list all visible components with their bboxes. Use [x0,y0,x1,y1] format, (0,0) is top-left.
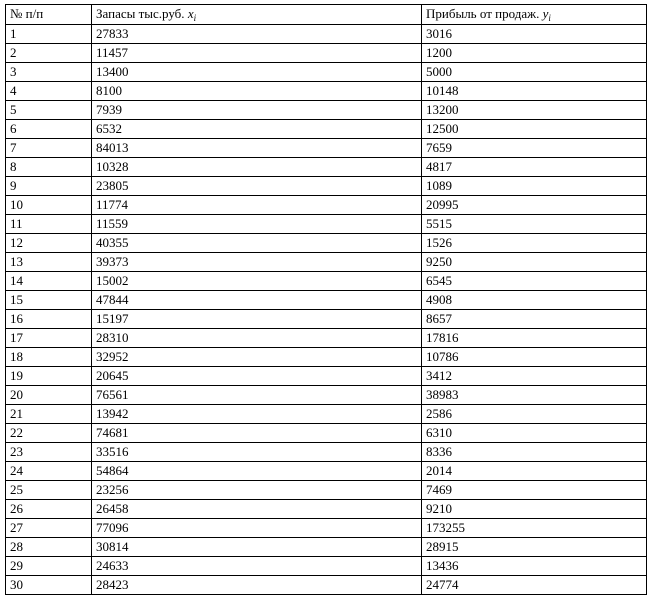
cell-num: 25 [6,481,92,500]
cell-x: 13942 [92,405,422,424]
cell-x: 26458 [92,500,422,519]
cell-y: 24774 [422,576,647,595]
cell-x: 54864 [92,462,422,481]
table-row [6,215,647,234]
cell-num: 21 [6,405,92,424]
cell-x: 23805 [92,177,422,196]
cell-x: 15002 [92,272,422,291]
cell-y: 9210 [422,500,647,519]
table-row [6,158,647,177]
table-row [6,405,647,424]
header-y-label: Прибыль от продаж. [426,6,540,21]
table-row [6,63,647,82]
cell-x: 15197 [92,310,422,329]
table-row [6,234,647,253]
cell-x: 8100 [92,82,422,101]
cell-y: 6545 [422,272,647,291]
table-row [6,424,647,443]
header-num [6,5,92,25]
cell-y: 5000 [422,63,647,82]
cell-y: 3016 [422,25,647,44]
cell-y: 6310 [422,424,647,443]
table-row [6,82,647,101]
cell-num: 27 [6,519,92,538]
cell-x: 47844 [92,291,422,310]
cell-num: 28 [6,538,92,557]
table-row [6,196,647,215]
cell-num: 14 [6,272,92,291]
cell-y: 10148 [422,82,647,101]
table-row [6,367,647,386]
cell-x: 23256 [92,481,422,500]
cell-x: 27833 [92,25,422,44]
cell-y: 3412 [422,367,647,386]
cell-y: 173255 [422,519,647,538]
table-row [6,44,647,63]
table-row [6,310,647,329]
table-row [6,519,647,538]
table-row [6,25,647,44]
cell-num: 24 [6,462,92,481]
cell-x: 10328 [92,158,422,177]
cell-num: 18 [6,348,92,367]
cell-y: 1200 [422,44,647,63]
cell-num: 11 [6,215,92,234]
cell-num: 5 [6,101,92,120]
cell-x: 11559 [92,215,422,234]
header-x-sub: i [193,13,197,23]
table-row [6,386,647,405]
cell-x: 74681 [92,424,422,443]
header-num-label: № п/п [10,6,44,21]
data-table [5,4,647,595]
cell-y: 4908 [422,291,647,310]
cell-num: 30 [6,576,92,595]
table-row [6,557,647,576]
header-y-var: y [542,6,549,21]
cell-num: 19 [6,367,92,386]
cell-y: 4817 [422,158,647,177]
cell-y: 10786 [422,348,647,367]
cell-num: 10 [6,196,92,215]
cell-y: 2014 [422,462,647,481]
cell-y: 7659 [422,139,647,158]
cell-y: 28915 [422,538,647,557]
cell-num: 3 [6,63,92,82]
header-x [92,5,422,25]
cell-x: 13400 [92,63,422,82]
header-x-label: Запасы тыс.руб. [96,6,185,21]
cell-num: 9 [6,177,92,196]
cell-y: 13200 [422,101,647,120]
cell-y: 5515 [422,215,647,234]
cell-x: 32952 [92,348,422,367]
cell-num: 26 [6,500,92,519]
table-body [6,25,647,595]
cell-y: 2586 [422,405,647,424]
cell-y: 8336 [422,443,647,462]
cell-y: 20995 [422,196,647,215]
cell-num: 20 [6,386,92,405]
cell-num: 16 [6,310,92,329]
table-row [6,462,647,481]
cell-num: 15 [6,291,92,310]
cell-x: 24633 [92,557,422,576]
table-row [6,329,647,348]
table-row [6,253,647,272]
table-row [6,538,647,557]
table-row [6,139,647,158]
cell-x: 33516 [92,443,422,462]
cell-y: 9250 [422,253,647,272]
cell-x: 40355 [92,234,422,253]
cell-num: 13 [6,253,92,272]
table-row [6,101,647,120]
cell-x: 11774 [92,196,422,215]
table-row [6,481,647,500]
header-x-var: x [187,6,194,21]
table-row [6,443,647,462]
cell-num: 8 [6,158,92,177]
cell-x: 77096 [92,519,422,538]
cell-num: 23 [6,443,92,462]
table-row [6,500,647,519]
table-row [6,177,647,196]
cell-num: 29 [6,557,92,576]
table-row [6,120,647,139]
cell-x: 76561 [92,386,422,405]
cell-y: 1089 [422,177,647,196]
table-row [6,348,647,367]
table-header [6,5,647,25]
cell-x: 7939 [92,101,422,120]
cell-num: 6 [6,120,92,139]
cell-x: 28310 [92,329,422,348]
cell-y: 7469 [422,481,647,500]
cell-x: 39373 [92,253,422,272]
table-row [6,272,647,291]
cell-y: 8657 [422,310,647,329]
cell-y: 1526 [422,234,647,253]
header-y-sub: i [548,13,551,23]
header-row [6,5,647,25]
cell-num: 2 [6,44,92,63]
cell-num: 1 [6,25,92,44]
cell-num: 7 [6,139,92,158]
cell-num: 4 [6,82,92,101]
cell-x: 6532 [92,120,422,139]
cell-y: 13436 [422,557,647,576]
cell-num: 17 [6,329,92,348]
cell-num: 22 [6,424,92,443]
table-row [6,291,647,310]
cell-x: 11457 [92,44,422,63]
table-row [6,576,647,595]
cell-x: 30814 [92,538,422,557]
cell-x: 20645 [92,367,422,386]
header-y [422,5,647,25]
cell-y: 38983 [422,386,647,405]
cell-y: 12500 [422,120,647,139]
cell-y: 17816 [422,329,647,348]
cell-num: 12 [6,234,92,253]
cell-x: 28423 [92,576,422,595]
cell-x: 84013 [92,139,422,158]
